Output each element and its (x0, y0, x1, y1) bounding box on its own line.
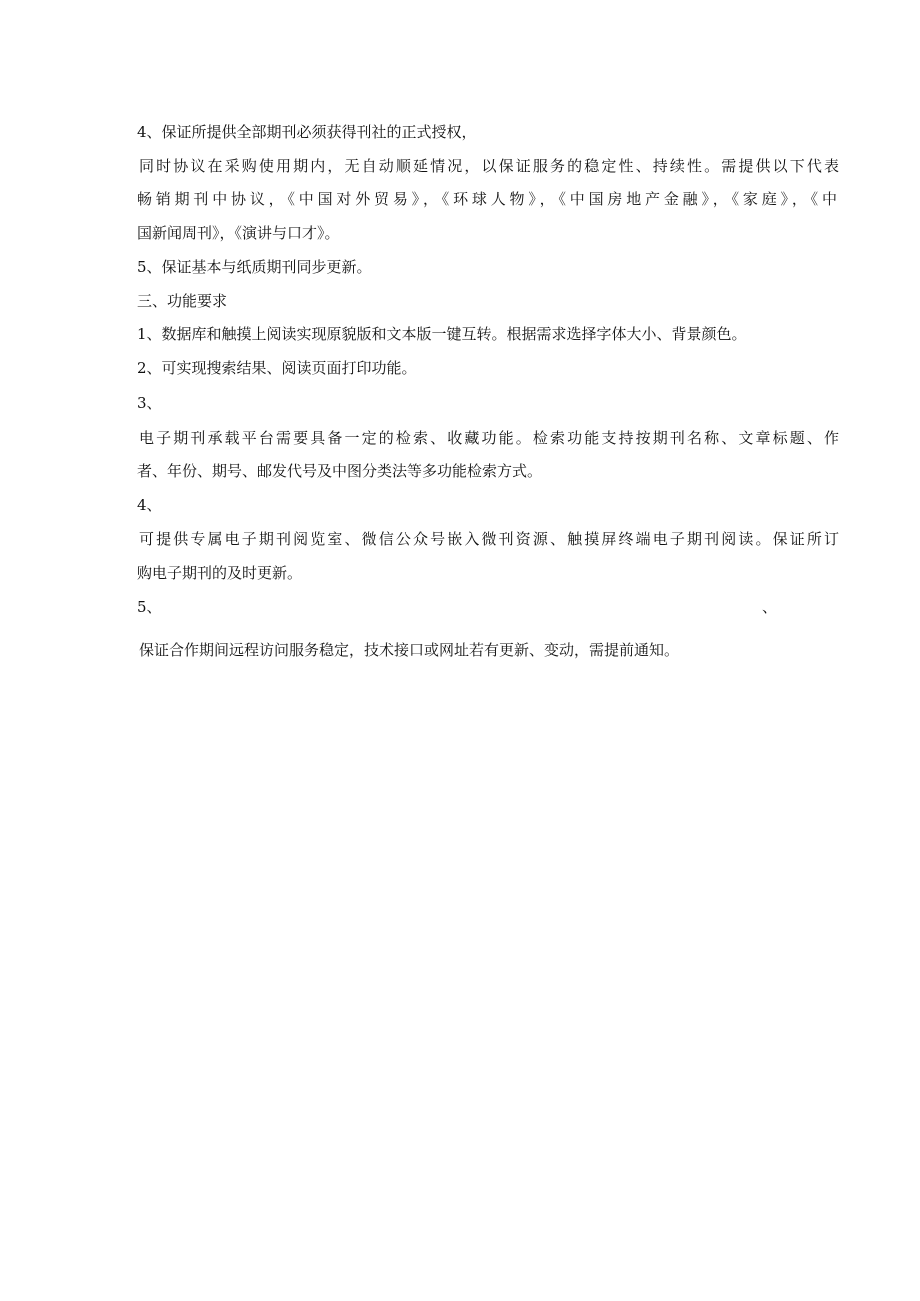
section-heading: 三、功能要求 (137, 292, 228, 310)
paragraph-line-3: 畅销期刊中协议，《中国对外贸易》，《环球人物》，《中国房地产金融》，《家庭》，《中 (137, 190, 837, 208)
paragraph-line-14: 购电子期刊的及时更新。 (137, 564, 303, 582)
paragraph-line-1: 4、保证所提供全部期刊必须获得刊社的正式授权， (137, 123, 477, 141)
list-number-3: 3、 (137, 394, 162, 412)
paragraph-line-8: 2、可实现搜索结果、阅读页面打印功能。 (137, 359, 417, 377)
paragraph-line-5: 5、保证基本与纸质期刊同步更新。 (137, 258, 372, 276)
paragraph-line-16: 保证合作期间远程访问服务稳定，技术接口或网址若有更新、变动，需提前通知。 (139, 641, 680, 659)
paragraph-line-2: 同时协议在采购使用期内，无自动顺延情况，以保证服务的稳定性、持续性。需提供以下代表 (139, 157, 839, 175)
paragraph-line-4: 国新闻周刊》，《演讲与口才》。 (137, 224, 340, 242)
list-number-5: 5、 (137, 598, 162, 616)
paragraph-line-7: 1、数据库和触摸上阅读实现原貌版和文本版一键互转。根据需求选择字体大小、背景颜色。 (137, 325, 747, 343)
paragraph-line-11: 者、年份、期号、邮发代号及中图分类法等多功能检索方式。 (137, 462, 543, 480)
list-number-4: 4、 (137, 496, 162, 514)
paragraph-line-13: 可提供专属电子期刊阅览室、微信公众号嵌入微刊资源、触摸屏终端电子期刊阅读。保证所订 (139, 530, 839, 548)
paragraph-line-10: 电子期刊承载平台需要具备一定的检索、收藏功能。检索功能支持按期刊名称、文章标题、作 (139, 429, 839, 447)
stray-punctuation: 、 (762, 598, 778, 616)
